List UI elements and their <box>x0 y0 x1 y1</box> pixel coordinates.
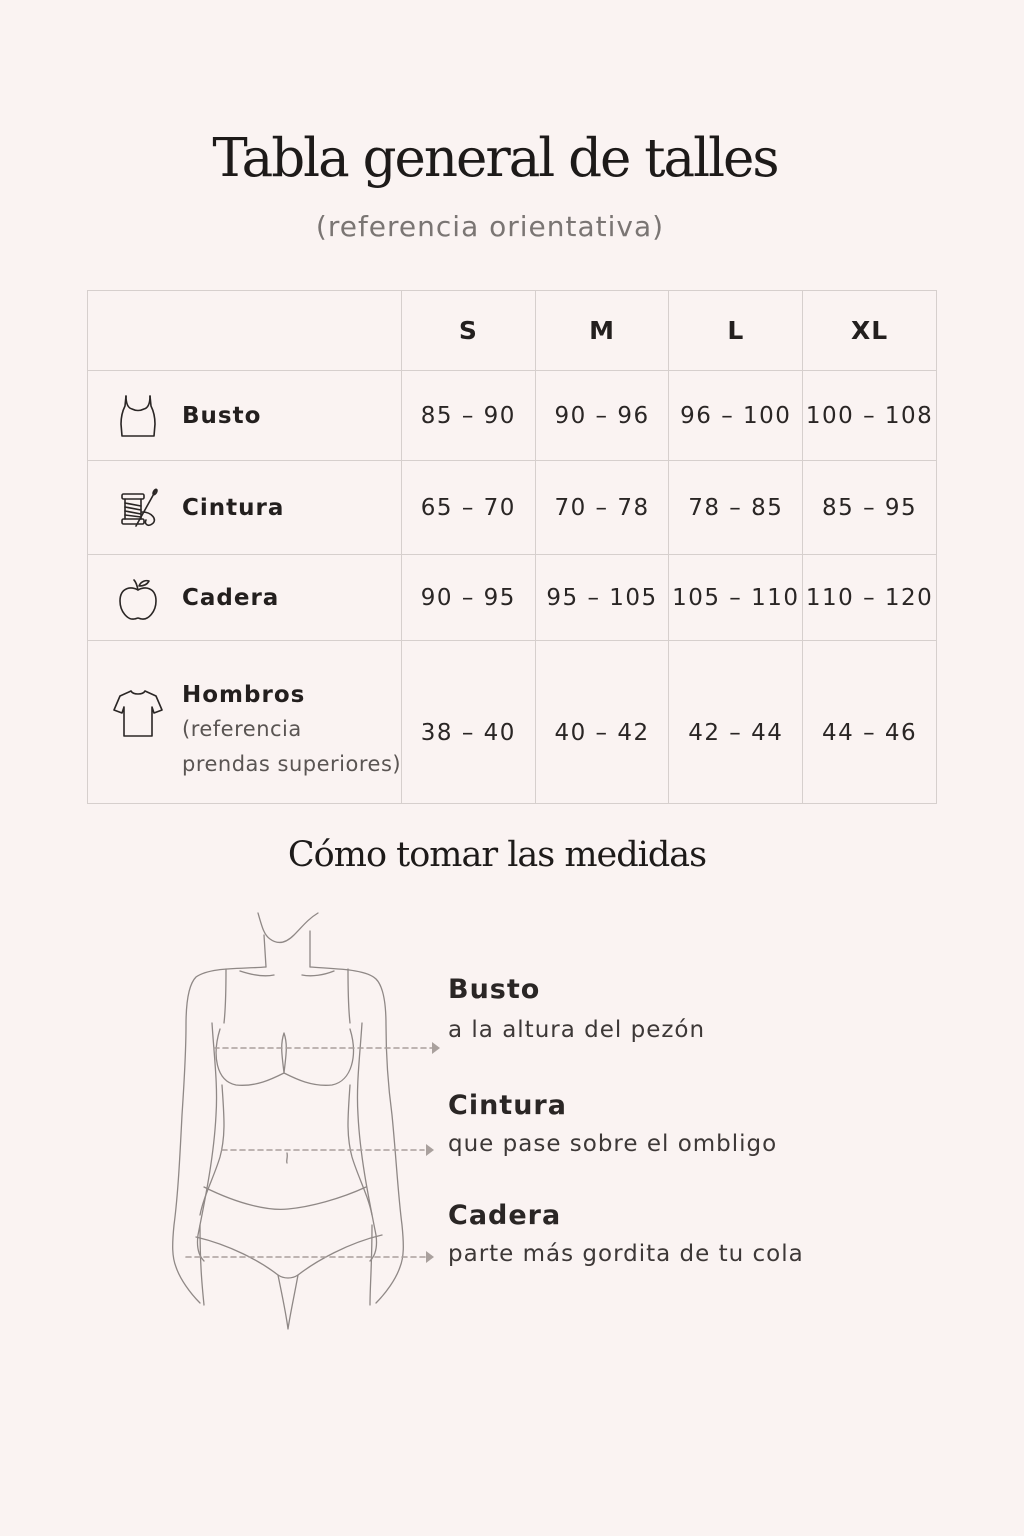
row-note-line2: prendas superiores) <box>182 752 402 776</box>
cell-cintura-m: 70 – 78 <box>535 461 669 555</box>
size-header-row <box>88 291 937 371</box>
size-header-xl: XL <box>803 291 937 371</box>
table-row-hombros <box>88 641 937 804</box>
body-outline-icon <box>160 905 450 1335</box>
measure-cintura <box>448 1090 777 1157</box>
cell-cintura-l: 78 – 85 <box>669 461 803 555</box>
page-subtitle: (referencia orientativa) <box>315 210 665 243</box>
row-note-line1: (referencia <box>182 717 302 741</box>
row-label-hombros: Hombros <box>182 682 306 708</box>
cell-cadera-xl: 110 – 120 <box>803 555 937 641</box>
measure-desc-cadera: parte más gordita de tu cola <box>448 1241 804 1267</box>
cell-busto-s: 85 – 90 <box>402 371 536 461</box>
cell-cintura-xl: 85 – 95 <box>803 461 937 555</box>
row-label-cell <box>88 641 402 804</box>
cell-hombros-s: 38 – 40 <box>402 641 536 804</box>
measure-title-cintura: Cintura <box>448 1090 567 1121</box>
row-label-cell <box>88 371 402 461</box>
size-header-m: M <box>535 291 669 371</box>
apple-icon <box>112 572 164 624</box>
row-label-cell <box>88 461 402 555</box>
tank-top-icon <box>112 390 164 442</box>
cell-cadera-m: 95 – 105 <box>535 555 669 641</box>
row-label-busto: Busto <box>182 402 262 429</box>
row-label-cell <box>88 555 402 641</box>
row-label-cadera: Cadera <box>182 584 280 611</box>
cell-busto-xl: 100 – 108 <box>803 371 937 461</box>
row-label-cintura: Cintura <box>182 494 285 521</box>
measure-desc-cintura: que pase sobre el ombligo <box>448 1131 778 1157</box>
measure-title-busto: Busto <box>448 974 541 1005</box>
measure-title-cadera: Cadera <box>448 1200 562 1231</box>
measure-desc-busto: a la altura del pezón <box>448 1017 706 1043</box>
table-row-busto <box>88 371 937 461</box>
cell-cintura-s: 65 – 70 <box>402 461 536 555</box>
cell-busto-m: 90 – 96 <box>535 371 669 461</box>
measure-busto <box>448 974 705 1043</box>
size-header-s: S <box>402 291 536 371</box>
table-row-cintura <box>88 461 937 555</box>
measure-cadera <box>448 1200 804 1267</box>
thread-spool-needle-icon <box>112 482 164 534</box>
cell-busto-l: 96 – 100 <box>669 371 803 461</box>
size-table <box>87 290 937 804</box>
t-shirt-icon <box>112 686 164 738</box>
cell-hombros-m: 40 – 42 <box>535 641 669 804</box>
size-header-l: L <box>669 291 803 371</box>
header-empty-cell <box>88 291 402 371</box>
page-title: Tabla general de talles <box>212 128 778 189</box>
cell-hombros-l: 42 – 44 <box>669 641 803 804</box>
cell-cadera-l: 105 – 110 <box>669 555 803 641</box>
cell-hombros-xl: 44 – 46 <box>803 641 937 804</box>
table-row-cadera <box>88 555 937 641</box>
how-to-title: Cómo tomar las medidas <box>287 835 707 875</box>
cell-cadera-s: 90 – 95 <box>402 555 536 641</box>
